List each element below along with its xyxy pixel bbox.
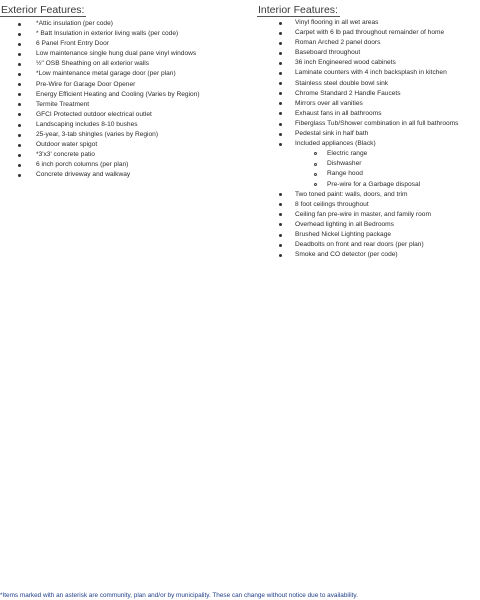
appliances-sublist [256,149,480,189]
bullet-icon [279,223,282,226]
bullet-icon [18,63,21,66]
list-item: Carpet with 6 lb pad throughout remainder of home [256,28,480,38]
list-item: *3'x3' concrete patio [0,150,248,160]
exterior-features-heading: Exterior Features: [1,4,85,16]
list-item: Two toned paint: walls, doors, and trim [256,190,480,200]
list-item: Outdoor water spigot [0,140,248,150]
circle-bullet-icon [314,173,317,176]
list-item: Mirrors over all vanities [256,99,480,109]
bullet-icon [279,213,282,216]
bullet-icon [18,103,21,106]
list-item: Fiberglass Tub/Shower combination in all full bathrooms [256,119,480,129]
bullet-icon [279,112,282,115]
list-item: Low maintenance single hung dual pane vinyl windows [0,49,248,59]
bullet-icon [18,174,21,177]
interior-features-section [256,0,480,260]
bullet-icon [279,102,282,105]
list-item: Stainless steel double bowl sink [256,79,480,89]
bullet-icon [18,144,21,147]
list-item: Overhead lighting in all Bedrooms [256,220,480,230]
list-item: Brushed Nickel Lighting package [256,230,480,240]
list-item: Ceiling fan pre-wire in master, and family room [256,210,480,220]
list-item: Vinyl flooring in all wet areas [256,18,480,28]
asterisk-footnote: *Items marked with an asterisk are community, plan and/or by municipality. These can change without notice due to availability. [0,592,358,599]
bullet-icon [18,23,21,26]
list-item: ½" OSB Sheathing on all exterior walls [0,59,248,69]
exterior-features-list [0,19,248,181]
bullet-icon [279,42,282,45]
list-item: Included appliances (Black) [256,139,480,149]
bullet-icon [18,53,21,56]
list-item: Smoke and CO detector (per code) [256,250,480,260]
bullet-icon [18,33,21,36]
bullet-icon [279,234,282,237]
circle-bullet-icon [314,183,317,186]
bullet-icon [18,73,21,76]
bullet-icon [279,92,282,95]
list-item: * Batt Insulation in exterior living walls (per code) [0,29,248,39]
interior-features-list-continued [256,190,480,261]
list-item: 36 inch Engineered wood cabinets [256,58,480,68]
circle-bullet-icon [314,152,317,155]
bullet-icon [279,22,282,25]
list-item: Roman Arched 2 panel doors [256,38,480,48]
bullet-icon [18,43,21,46]
list-item: Chrome Standard 2 Handle Faucets [256,89,480,99]
bullet-icon [279,254,282,257]
bullet-icon [279,72,282,75]
list-item: GFCI Protected outdoor electrical outlet [0,110,248,120]
list-item: Deadbolts on front and rear doors (per plan) [256,240,480,250]
circle-bullet-icon [314,163,317,166]
list-item: Pedestal sink in half bath [256,129,480,139]
list-item: Landscaping includes 8-10 bushes [0,120,248,130]
bullet-icon [279,244,282,247]
list-item: 6 Panel Front Entry Door [0,39,248,49]
list-item: Exhaust fans in all bathrooms [256,109,480,119]
list-item: Laminate counters with 4 inch backsplash in kitchen [256,68,480,78]
bullet-icon [18,164,21,167]
bullet-icon [279,123,282,126]
sub-list-item: Electric range [256,149,480,159]
bullet-icon [18,134,21,137]
interior-features-list [256,18,480,149]
sub-list-item: Range hood [256,169,480,179]
sub-list-item: Pre-wire for a Garbage disposal [256,180,480,190]
bullet-icon [279,62,282,65]
bullet-icon [279,52,282,55]
list-item: *Low maintenance metal garage door (per plan) [0,69,248,79]
bullet-icon [18,113,21,116]
bullet-icon [279,133,282,136]
bullet-icon [279,32,282,35]
list-item: 25-year, 3-tab shingles (varies by Region) [0,130,248,140]
list-item: 6 inch porch columns (per plan) [0,160,248,170]
list-item: Baseboard throughout [256,48,480,58]
bullet-icon [18,154,21,157]
interior-features-heading: Interior Features: [258,4,338,16]
bullet-icon [279,82,282,85]
bullet-icon [18,83,21,86]
bullet-icon [18,93,21,96]
list-item: Concrete driveway and walkway [0,170,248,180]
list-item: 8 foot ceilings throughout [256,200,480,210]
bullet-icon [279,203,282,206]
bullet-icon [279,193,282,196]
list-item: Pre-Wire for Garage Door Opener [0,80,248,90]
bullet-icon [279,143,282,146]
exterior-features-section [0,0,248,181]
list-item: *Attic insulation (per code) [0,19,248,29]
list-item: Energy Efficient Heating and Cooling (Varies by Region) [0,90,248,100]
sub-list-item: Dishwasher [256,159,480,169]
bullet-icon [18,124,21,127]
list-item: Termite Treatment [0,100,248,110]
